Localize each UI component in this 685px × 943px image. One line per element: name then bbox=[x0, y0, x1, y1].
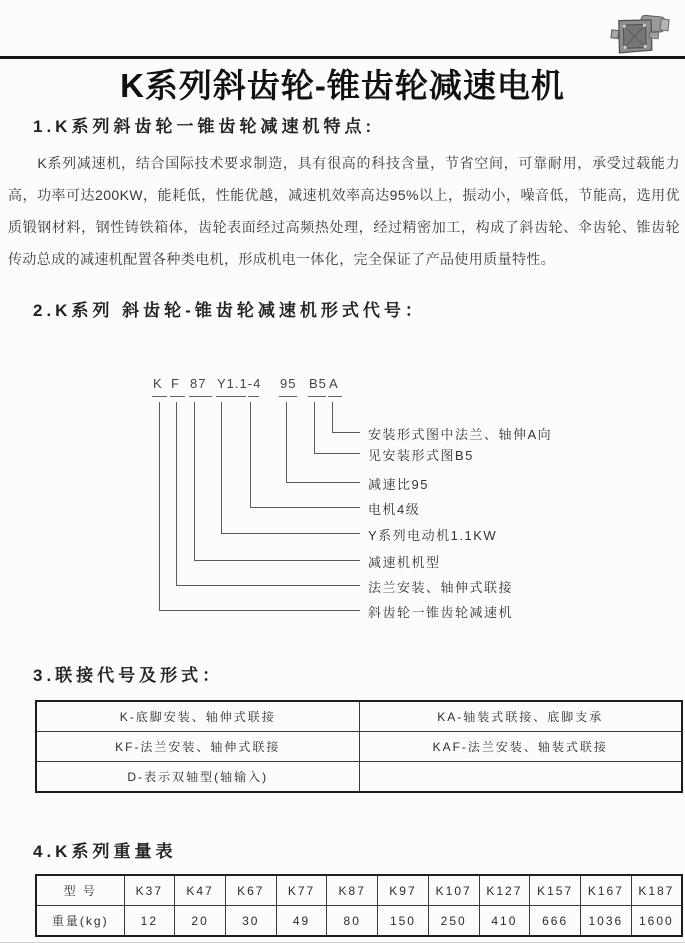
row-header: 重量(kg) bbox=[36, 906, 124, 937]
underline bbox=[279, 396, 297, 397]
code-label-87: 减速机机型 bbox=[368, 555, 441, 570]
column-header: K87 bbox=[327, 875, 378, 906]
leader-line bbox=[176, 402, 177, 585]
leader-line bbox=[314, 453, 360, 454]
table-cell: 30 bbox=[225, 906, 276, 937]
table-row bbox=[36, 762, 682, 793]
code-part-k: K bbox=[153, 376, 163, 391]
leader-line bbox=[286, 402, 287, 482]
code-label-b5: 见安装形式图B5 bbox=[368, 448, 474, 463]
weight-table bbox=[35, 874, 683, 937]
column-header: K37 bbox=[124, 875, 175, 906]
leader-line bbox=[314, 402, 315, 453]
code-part-87: 87 bbox=[190, 376, 207, 391]
underline bbox=[308, 396, 326, 397]
leader-line bbox=[286, 482, 360, 483]
underline bbox=[248, 396, 259, 397]
header-rule bbox=[0, 56, 685, 59]
table-cell: 1036 bbox=[580, 906, 631, 937]
section-3-heading: 3.联接代号及形式： bbox=[33, 666, 224, 685]
leader-line bbox=[250, 402, 251, 507]
table-cell: 1600 bbox=[631, 906, 682, 937]
column-header: 型 号 bbox=[36, 875, 124, 906]
underline bbox=[328, 396, 342, 397]
column-header: K127 bbox=[479, 875, 530, 906]
leader-line bbox=[332, 402, 333, 432]
table-cell: KAF-法兰安装、轴装式联接 bbox=[359, 732, 682, 762]
table-row bbox=[36, 906, 682, 937]
code-part-y114: Y1.1-4 bbox=[217, 376, 262, 391]
connection-code-table bbox=[35, 700, 683, 793]
leader-line bbox=[194, 560, 360, 561]
code-label-a: 安装形式图中法兰、轴伸A向 bbox=[368, 427, 553, 442]
column-header: K97 bbox=[378, 875, 429, 906]
table-cell: 80 bbox=[327, 906, 378, 937]
code-part-a: A bbox=[329, 376, 339, 391]
table-row bbox=[36, 875, 682, 906]
column-header: K157 bbox=[530, 875, 581, 906]
leader-line bbox=[221, 402, 222, 533]
table-cell: D-表示双轴型(轴输入) bbox=[36, 762, 359, 793]
column-header: K77 bbox=[276, 875, 327, 906]
table-row bbox=[36, 701, 682, 732]
code-label-95: 减速比95 bbox=[368, 477, 429, 492]
table-cell bbox=[359, 762, 682, 793]
code-label-k: 斜齿轮一锥齿轮减速机 bbox=[368, 605, 514, 620]
table-row bbox=[36, 732, 682, 762]
table-cell: 49 bbox=[276, 906, 327, 937]
underline bbox=[152, 396, 167, 397]
code-part-f: F bbox=[171, 376, 180, 391]
page-title: K系列斜齿轮-锥齿轮减速电机 bbox=[120, 67, 565, 104]
column-header: K107 bbox=[428, 875, 479, 906]
column-header: K167 bbox=[580, 875, 631, 906]
section-2-heading: 2.K系列 斜齿轮-锥齿轮减速机形式代号： bbox=[33, 301, 426, 320]
leader-line bbox=[194, 402, 195, 560]
underline bbox=[216, 396, 246, 397]
leader-line bbox=[221, 533, 360, 534]
table-cell: 250 bbox=[428, 906, 479, 937]
leader-line bbox=[250, 507, 360, 508]
column-header: K67 bbox=[225, 875, 276, 906]
table-cell: KF-法兰安装、轴伸式联接 bbox=[36, 732, 359, 762]
table-cell: 410 bbox=[479, 906, 530, 937]
table-cell: KA-轴装式联接、底脚支承 bbox=[359, 701, 682, 732]
table-cell: 150 bbox=[378, 906, 429, 937]
code-label-f: 法兰安装、轴伸式联接 bbox=[368, 580, 514, 595]
table-cell: K-底脚安装、轴伸式联接 bbox=[36, 701, 359, 732]
table-cell: 12 bbox=[124, 906, 175, 937]
section-1-heading: 1.K系列斜齿轮一锥齿轮减速机特点: bbox=[33, 117, 376, 136]
leader-line bbox=[159, 610, 360, 611]
underline bbox=[170, 396, 185, 397]
code-part-95: 95 bbox=[280, 376, 297, 391]
table-cell: 666 bbox=[530, 906, 581, 937]
features-paragraph: K系列减速机，结合国际技术要求制造，具有很高的科技含量，节省空间，可靠耐用，承受过载能力高，功率可达200KW，能耗低，性能优越，减速机效率高达95%以上，振动小，噪音低，节能高，选用优质锻钢材料，钢性铸铁箱体，齿轮表面经过高频热处理，经过精密加工，构成了斜齿轮、伞齿轮、锥齿轮传动总成的减速机配置各种类电机，形成机电一体化，完全保证了产品使用质量特性。 bbox=[8, 155, 680, 267]
code-label-y11: Y系列电动机1.1KW bbox=[368, 528, 498, 543]
leader-line bbox=[332, 432, 360, 433]
table-cell: 20 bbox=[175, 906, 226, 937]
gearmotor-photo bbox=[609, 9, 673, 62]
leader-line bbox=[176, 585, 360, 586]
leader-line bbox=[159, 402, 160, 610]
code-label-4: 电机4级 bbox=[368, 502, 421, 517]
column-header: K47 bbox=[175, 875, 226, 906]
column-header: K187 bbox=[631, 875, 682, 906]
section-4-heading: 4.K系列重量表 bbox=[33, 842, 177, 861]
code-part-b5: B5 bbox=[309, 376, 327, 391]
underline bbox=[189, 396, 212, 397]
